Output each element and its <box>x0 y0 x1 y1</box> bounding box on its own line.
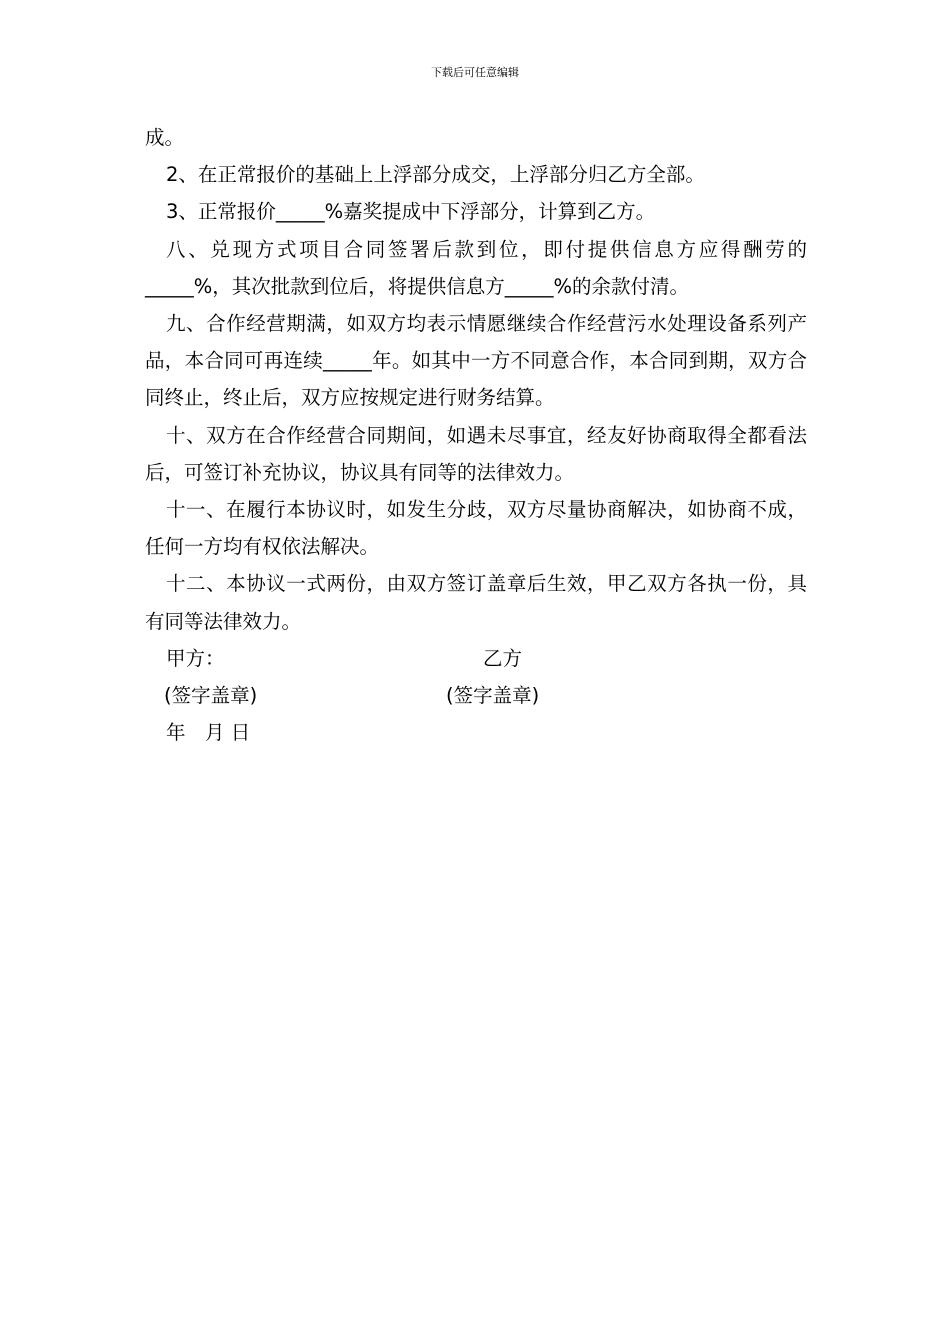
document-body <box>145 119 807 751</box>
party-b-seal: (签字盖章) <box>446 684 540 708</box>
clause-item-2: 2、在正常报价的基础上上浮部分成交，上浮部分归乙方全部。 <box>166 163 705 187</box>
signature-date: 年 月 日 <box>166 721 251 745</box>
signature-date-row <box>145 714 807 751</box>
clause-12: 十二、本协议一式两份，由双方签订盖章后生效，甲乙双方各执一份，具有同等法律效力。 <box>145 572 807 633</box>
party-a-label: 甲方： <box>166 646 225 670</box>
signature-parties-row <box>145 640 807 677</box>
clause-9: 九、合作经营期满，如双方均表示情愿继续合作经营污水处理设备系列产品，本合同可再连续_____年。如其中一方不同意合作，本合同到期，双方合同终止，终止后，双方应按规定进行财务结算。 <box>145 312 807 410</box>
party-a-seal: (签字盖章) <box>164 684 258 708</box>
page-header: 下载后可任意编辑 <box>431 66 519 79</box>
signature-seal-row <box>145 677 807 714</box>
clause-8: 八、兑现方式项目合同签署后款到位，即付提供信息方应得酬劳的_____%，其次批款到位后，将提供信息方_____%的余款付清。 <box>145 237 807 298</box>
paragraph-continuation: 成。 <box>145 126 185 149</box>
clause-item-3: 3、正常报价_____%嘉奖提成中下浮部分，计算到乙方。 <box>166 200 656 224</box>
party-b-label: 乙方 <box>483 646 523 670</box>
clause-10: 十、双方在合作经营合同期间，如遇未尽事宜，经友好协商取得全都看法后，可签订补充协议，协议具有同等的法律效力。 <box>145 423 807 484</box>
clause-11: 十一、在履行本协议时，如发生分歧，双方尽量协商解决，如协商不成，任何一方均有权依法解决。 <box>145 498 807 559</box>
